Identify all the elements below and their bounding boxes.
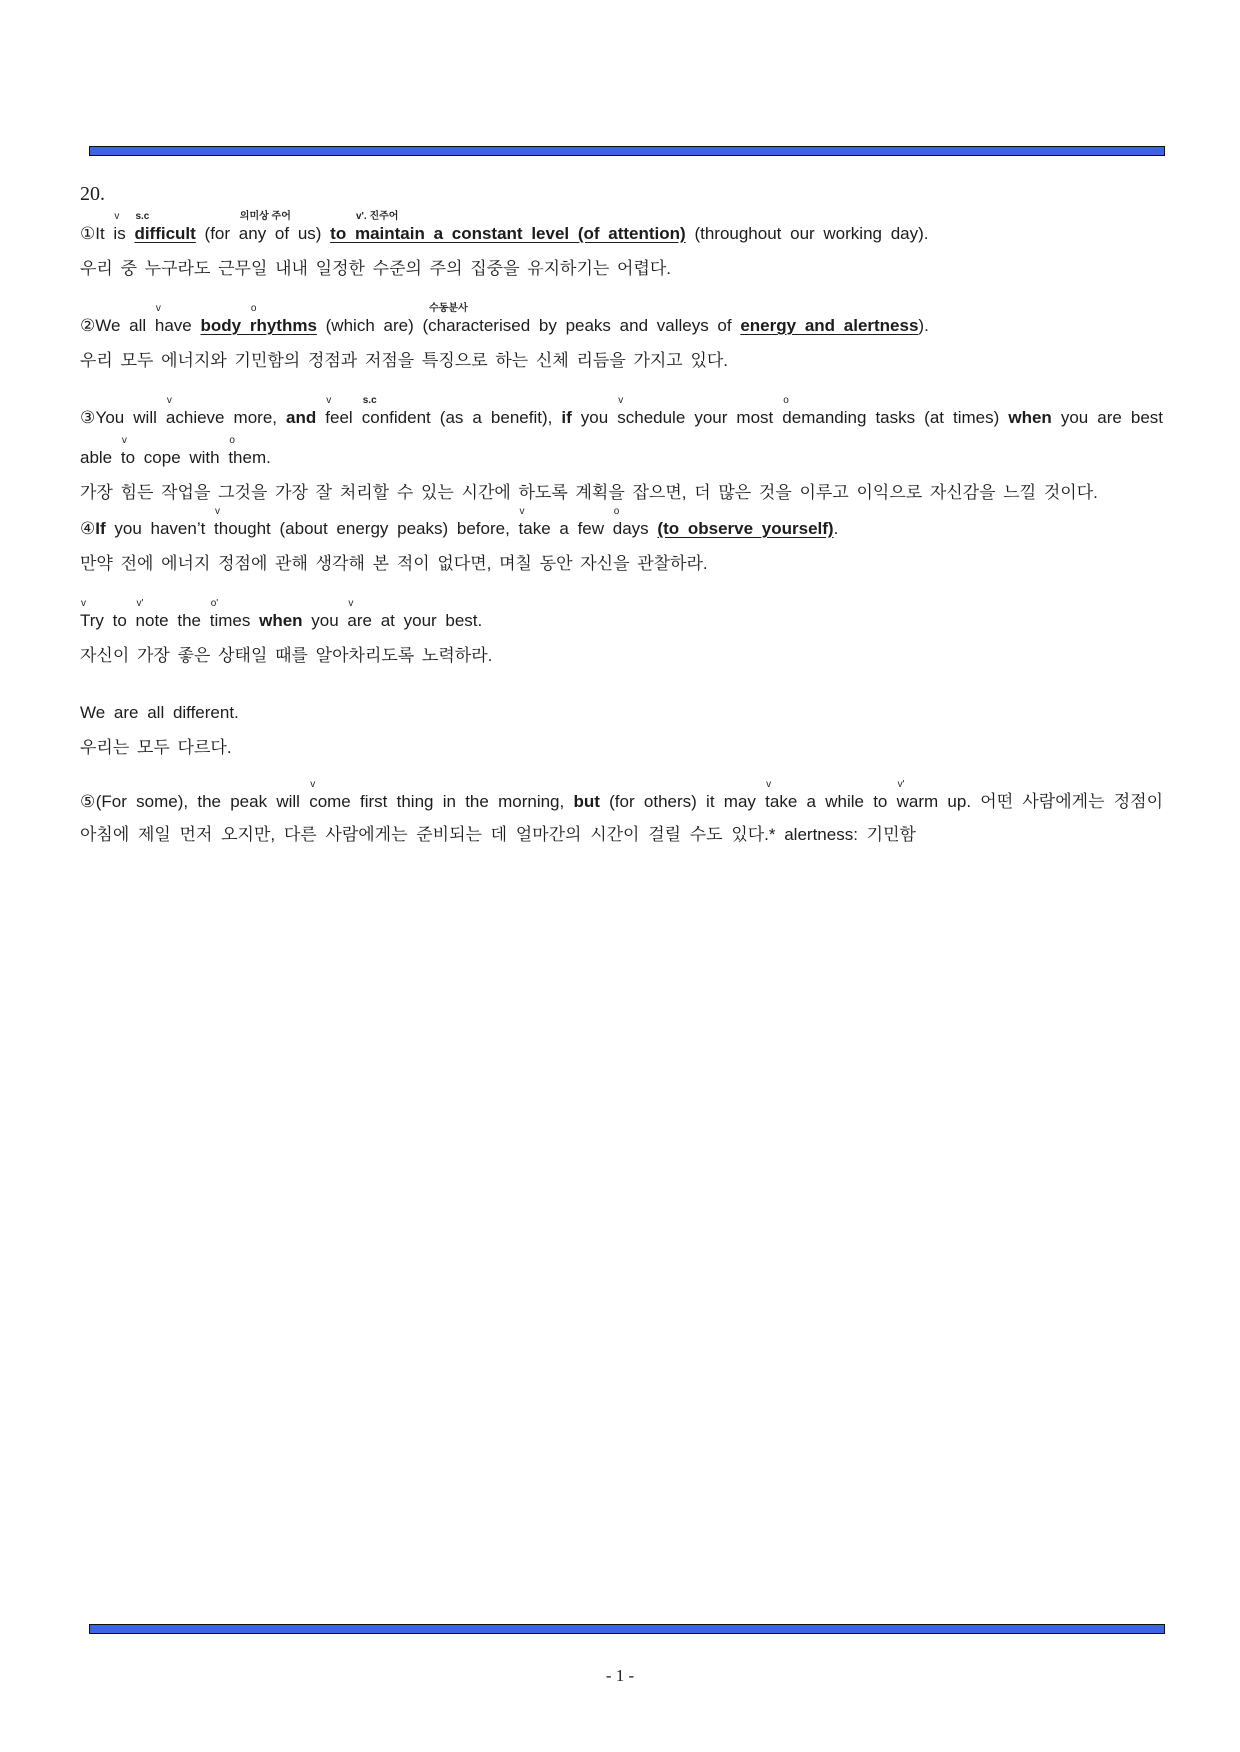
annotated-word: difficult s.c bbox=[134, 211, 196, 243]
sentence-group bbox=[80, 303, 1163, 375]
text-run: . bbox=[833, 519, 839, 538]
text-run: cope with bbox=[135, 448, 229, 467]
text-run: at your best. bbox=[371, 611, 483, 630]
grammar-annotation: v bbox=[618, 395, 624, 406]
english-sentence bbox=[80, 506, 1163, 549]
annotated-word: warm v' bbox=[896, 779, 939, 811]
english-sentence bbox=[80, 211, 1163, 254]
annotated-word: characterised 수동분사 bbox=[428, 303, 531, 335]
korean-translation: 만약 전에 에너지 정점에 관해 생각해 본 적이 없다면, 며칠 동안 자신을 관찰하라. bbox=[80, 554, 708, 573]
text-run: (which are) ( bbox=[316, 316, 429, 335]
text-run: (for bbox=[195, 224, 239, 243]
text-run: ②We all bbox=[80, 316, 155, 335]
top-divider-bar bbox=[89, 146, 1165, 156]
grammar-annotation: v bbox=[114, 211, 120, 222]
grammar-annotation: o' bbox=[210, 598, 219, 609]
sentence-group bbox=[80, 395, 1163, 507]
text-run: first thing in the morning, bbox=[350, 792, 574, 811]
text-run: and bbox=[286, 408, 317, 427]
grammar-annotation: o bbox=[250, 303, 257, 314]
text-run: (throughout our working day). bbox=[685, 224, 929, 243]
text-run: ③You will bbox=[80, 408, 166, 427]
text-run: you bbox=[571, 408, 618, 427]
grammar-annotation: s.c bbox=[135, 211, 150, 222]
english-sentence bbox=[80, 395, 1163, 478]
grammar-annotation: v bbox=[519, 506, 525, 517]
text-run: when bbox=[259, 611, 303, 630]
grammar-annotation: o bbox=[783, 395, 789, 406]
grammar-annotation: o bbox=[229, 435, 235, 446]
korean-translation: 우리 중 누구라도 근무일 내내 일정한 수준의 주의 집중을 유지하기는 어렵다. bbox=[80, 259, 672, 278]
text-run: but bbox=[573, 792, 600, 811]
grammar-annotation: v bbox=[166, 395, 172, 406]
text-run: to bbox=[330, 224, 355, 243]
text-run: body bbox=[200, 316, 250, 335]
text-run: when bbox=[1008, 408, 1052, 427]
annotated-word: take v bbox=[518, 506, 551, 538]
question-number: 20. bbox=[80, 183, 105, 205]
text-run: a while to bbox=[797, 792, 897, 811]
grammar-annotation: v bbox=[348, 598, 354, 609]
page-number: - 1 - bbox=[605, 1666, 635, 1685]
grammar-annotation: v bbox=[310, 779, 316, 790]
annotated-word: demanding o bbox=[782, 395, 867, 427]
grammar-annotation: v bbox=[766, 779, 772, 790]
text-run: . bbox=[266, 448, 271, 467]
text-run: by peaks and valleys of bbox=[530, 316, 741, 335]
sentence-group bbox=[80, 598, 1163, 670]
text-run: you bbox=[302, 611, 348, 630]
text-run: If bbox=[95, 519, 106, 538]
text-run: your most bbox=[685, 408, 783, 427]
sentence-group bbox=[80, 211, 1163, 283]
grammar-annotation: v bbox=[215, 506, 221, 517]
annotated-word: Try v bbox=[80, 598, 104, 630]
text-run: We are all different. bbox=[80, 703, 239, 722]
text-run: tasks (at times) bbox=[866, 408, 1009, 427]
annotated-word: note v' bbox=[135, 598, 169, 630]
annotated-word: thought v bbox=[214, 506, 271, 538]
annotated-word: them o bbox=[228, 435, 267, 467]
text-run: ①It bbox=[80, 224, 114, 243]
grammar-annotation: v' bbox=[136, 598, 144, 609]
text-run: if bbox=[561, 408, 572, 427]
annotated-word: are v bbox=[347, 598, 372, 630]
text-run: (as a benefit), bbox=[430, 408, 562, 427]
english-sentence bbox=[80, 303, 1163, 346]
grammar-annotation: v' bbox=[897, 779, 905, 790]
annotated-word: schedule v bbox=[617, 395, 686, 427]
page-content bbox=[80, 182, 1163, 874]
bottom-divider-bar bbox=[89, 1624, 1165, 1634]
text-run bbox=[250, 611, 259, 630]
english-sentence bbox=[80, 598, 1163, 641]
korean-translation: 우리는 모두 다르다. bbox=[80, 738, 232, 757]
text-run: ). bbox=[918, 316, 929, 335]
text-run: you haven’t bbox=[105, 519, 215, 538]
text-run bbox=[192, 316, 201, 335]
sentence-group bbox=[80, 506, 1163, 578]
grammar-annotation: s.c bbox=[362, 395, 377, 406]
annotated-word: is v bbox=[113, 211, 126, 243]
grammar-annotation: 의미상 주어 bbox=[239, 211, 291, 222]
text-run: of us) bbox=[266, 224, 331, 243]
text-run: the bbox=[168, 611, 210, 630]
korean-translation: 가장 힘든 작업을 그것을 가장 잘 처리할 수 있는 시간에 하도록 계획을 잡으면, 더 많은 것을 이루고 이익으로 자신감을 느낄 것이다. bbox=[80, 483, 1098, 502]
annotated-word: rhythms o bbox=[249, 303, 317, 335]
korean-translation: 자신이 가장 좋은 상태일 때를 알아차리도록 노력하라. bbox=[80, 646, 493, 665]
grammar-annotation: v bbox=[121, 435, 127, 446]
annotated-word: any 의미상 주어 bbox=[238, 211, 291, 243]
text-run: energy and alertness bbox=[740, 316, 919, 335]
annotated-word: confident s.c bbox=[361, 395, 431, 427]
text-run: a few bbox=[550, 519, 613, 538]
text-run bbox=[316, 408, 325, 427]
annotated-word: to v bbox=[120, 435, 136, 467]
text-run: up. 어떤 사람에게는 정점이 아침에 제일 먼저 오지만, 다른 사람에게는 준비되는 데 얼마간의 시간이 걸릴 수도 있다.* alertness: 기민함 bbox=[80, 792, 1164, 844]
sentence-group bbox=[80, 693, 1163, 762]
text-run: (about energy peaks) before, bbox=[270, 519, 519, 538]
english-sentence bbox=[80, 779, 1164, 851]
sentence-group bbox=[80, 779, 1164, 851]
annotated-word: days o bbox=[612, 506, 649, 538]
text-run: you are best able bbox=[80, 408, 1163, 467]
grammar-annotation: o bbox=[613, 506, 620, 517]
text-run: (to observe yourself) bbox=[657, 519, 834, 538]
text-run: more, bbox=[224, 408, 287, 427]
english-sentence bbox=[80, 693, 1163, 733]
annotated-word: feel v bbox=[325, 395, 353, 427]
text-run: (for others) it may bbox=[599, 792, 766, 811]
text-run: to bbox=[103, 611, 136, 630]
annotated-word: achieve v bbox=[165, 395, 225, 427]
text-run bbox=[353, 408, 362, 427]
grammar-annotation: 수동분사 bbox=[429, 303, 468, 314]
korean-translation: 우리 모두 에너지와 기민함의 정점과 저점을 특징으로 하는 신체 리듬을 가지고 있다. bbox=[80, 351, 729, 370]
grammar-annotation: v bbox=[81, 598, 86, 609]
text-run: ④ bbox=[80, 519, 96, 538]
annotated-word: have v bbox=[154, 303, 192, 335]
annotated-word: take v bbox=[765, 779, 798, 811]
document-body bbox=[80, 211, 1164, 851]
annotated-word: come v bbox=[309, 779, 351, 811]
annotated-word: times o' bbox=[209, 598, 251, 630]
annotated-word: maintain a constant level (of attention) v'. 진주어 bbox=[354, 211, 686, 243]
grammar-annotation: v bbox=[155, 303, 161, 314]
grammar-annotation: v bbox=[326, 395, 332, 406]
text-run: ⑤(For some), the peak will bbox=[80, 792, 310, 811]
grammar-annotation: v'. 진주어 bbox=[355, 211, 399, 222]
